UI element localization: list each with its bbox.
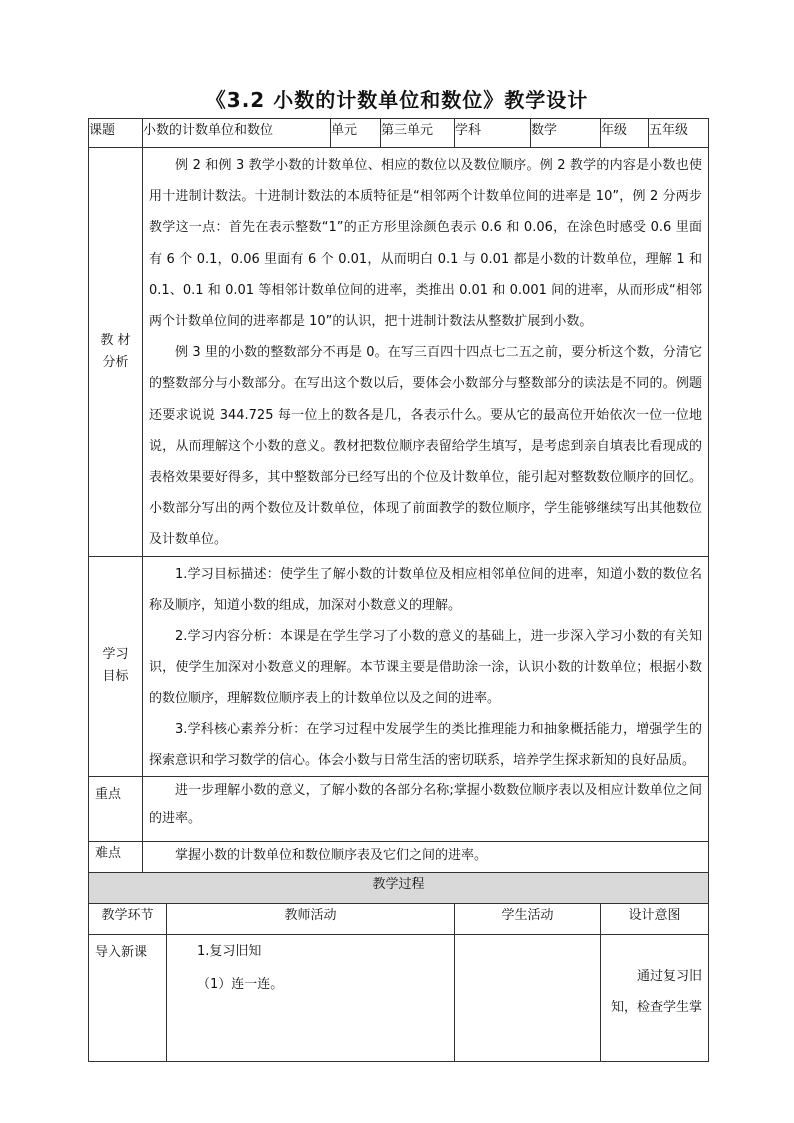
intro-design-line-2: 知，检查学生掌 [610, 999, 702, 1015]
column-stage: 教学环节 [89, 903, 167, 934]
unit-label: 单元 [331, 119, 381, 148]
document-title: 《3.2 小数的计数单位和数位》教学设计 [205, 88, 589, 112]
difficulty-text: 掌握小数的计数单位和数位顺序表及它们之间的进率。 [175, 847, 488, 863]
intro-teacher-line-1: 1.复习旧知 [197, 943, 262, 959]
intro-stage: 导入新课 [89, 934, 167, 1061]
key-point-label: 重点 [89, 776, 143, 841]
key-point-row [89, 776, 709, 841]
analysis-paragraph-1: 例 2 和例 3 教学小数的计数单位、相应的数位以及数位顺序。例 2 教学的内容是小数也使用十进制计数法。十进制计数法的本质特征是“相邻两个计数单位间的进率是 10”，例 2 分两步教学这一点：首先在表示整数“1”的正方形里涂颜色表示 0.6 和 0.06，在涂色时感受 0.6 里面有 6 个 0.1，0.06 里面有 6 个 0.01，从而明白 0.1 与 0.01 都是小数的计数单位，理解 1 和 0.1、0.1 和 0.01 等相邻计数单位间的进率，类推出 0.01 和 0.001 间的进率，从而形成“相邻两个计数单位间的进率都是 10”的认识，把十进制计数法从整数扩展到小数。 [149, 158, 702, 330]
goal-paragraph-2: 2.学习内容分析：本课是在学生学习了小数的意义的基础上，进一步深入学习小数的有关知识，使学生加深对小数意义的理解。本节课主要是借助涂一涂，认识小数的计数单位；根据小数的数位顺序，理解数位顺序表上的计数单位以及之间的进率。 [149, 628, 702, 706]
intro-teacher-line-2: （1）连一连。 [197, 976, 284, 992]
process-title: 教学过程 [89, 872, 709, 903]
analysis-paragraph-2: 例 3 里的小数的整数部分不再是 0。在写三百四十四点七二五之前，要分析这个数，分清它的整数部分与小数部分。在写出这个数以后，要体会小数部分与整数部分的读法是不同的。例题还要求说说 344.725 每一位上的数各是几，各表示什么。要从它的最高位开始依次一位一位地说，从而理解这个小数的意义。教材把数位顺序表留给学生填写，是考虑到亲自填表比看现成的表格效果要好得多，其中整数部分已经写出的个位及计数单位，能引起对整数数位顺序的回忆。小数部分写出的两个数位及计数单位，体现了前面教学的数位顺序，学生能够继续写出其他数位及计数单位。 [149, 345, 702, 548]
intro-teacher-activity [167, 934, 455, 1061]
subject-label: 学科 [455, 119, 531, 148]
process-column-headers [89, 903, 709, 934]
difficulty-content [143, 841, 709, 872]
intro-design-line-1: 通过复习旧 [636, 968, 702, 984]
goal-paragraph-3: 3.学科核心素养分析：在学习过程中发展学生的类比推理能力和抽象概括能力，增强学生的探索意识和学习数学的信心。体会小数与日常生活的密切联系，培养学生探求新知的良好品质。 [149, 721, 702, 768]
difficulty-row [89, 841, 709, 872]
topic-label: 课题 [89, 119, 143, 148]
key-point-text: 进一步理解小数的意义，了解小数的各部分名称;掌握小数数位顺序表以及相应计数单位之间的进率。 [149, 782, 702, 826]
lesson-plan-table [88, 118, 709, 1062]
subject-value: 数学 [531, 119, 601, 148]
grade-value: 五年级 [649, 119, 709, 148]
analysis-row [89, 148, 709, 557]
difficulty-label: 难点 [89, 841, 143, 872]
analysis-label-text: 教 材 分析 [100, 332, 131, 370]
intro-design-intent [601, 934, 709, 1061]
topic-value: 小数的计数单位和数位 [143, 119, 331, 148]
unit-value: 第三单元 [381, 119, 455, 148]
process-title-row [89, 872, 709, 903]
intro-student-activity [455, 934, 601, 1061]
goals-label-text: 学习 目标 [102, 647, 129, 685]
grade-label: 年级 [601, 119, 649, 148]
intro-row [89, 934, 709, 1061]
goals-row [89, 556, 709, 776]
key-point-content [143, 776, 709, 841]
goals-label [89, 556, 143, 776]
analysis-label [89, 148, 143, 557]
column-student: 学生活动 [455, 903, 601, 934]
column-design: 设计意图 [601, 903, 709, 934]
column-teacher: 教师活动 [167, 903, 455, 934]
analysis-content [143, 148, 709, 557]
goal-paragraph-1: 1.学习目标描述：使学生了解小数的计数单位及相应相邻单位间的进率，知道小数的数位名称及顺序，知道小数的组成，加深对小数意义的理解。 [149, 566, 702, 613]
goals-content [143, 556, 709, 776]
header-row [89, 119, 709, 148]
